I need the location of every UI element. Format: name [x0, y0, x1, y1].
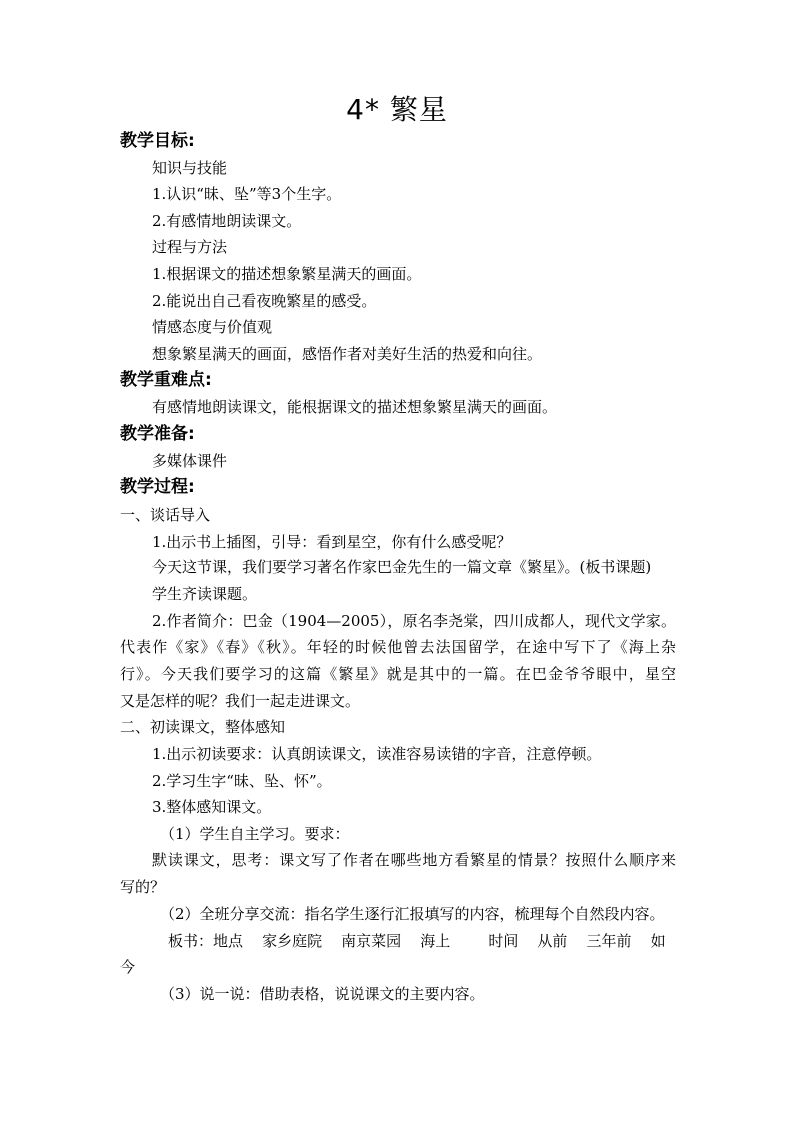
step-1-line-4: 2.作者简介：巴金（1904—2005），原名李尧棠，四川成都人，现代文学家。 — [152, 612, 676, 630]
goal-item-3: 1.根据课文的描述想象繁星满天的画面。 — [152, 265, 422, 283]
step-1-line-5: 代表作《家》《春》《秋》。年轻的时候他曾去法国留学，在途中写下了《海上杂 — [120, 638, 676, 656]
step-2-line-3: 3.整体感知课文。 — [152, 798, 272, 816]
goal-item-1: 1.认识“昧、坠”等3个生字。 — [152, 185, 342, 203]
step-1-line-1: 1.出示书上插图，引导：看到星空，你有什么感受呢？ — [152, 533, 512, 551]
board-writing-line-1: 板书：地点 家乡庭院 南京菜园 海上 时间 从前 三年前 如 — [168, 932, 666, 950]
subheading-emotion-values: 情感态度与价值观 — [152, 318, 273, 336]
step-2-line-1: 1.出示初读要求：认真朗读课文，读准容易读错的字音，注意停顿。 — [152, 745, 602, 763]
board-writing-line-2: 今 — [120, 958, 136, 976]
step-2-sub-3: （3）说一说：借助表格，说说课文的主要内容。 — [160, 985, 485, 1003]
heading-teaching-process: 教学过程: — [120, 477, 195, 497]
page-title: 4* 繁星 — [346, 93, 448, 126]
subheading-process-method: 过程与方法 — [152, 238, 228, 256]
key-points-text: 有感情地朗读课文，能根据课文的描述想象繁星满天的画面。 — [152, 398, 558, 416]
step-2-sub-1: （1）学生自主学习。要求： — [160, 825, 350, 843]
goal-item-5: 想象繁星满天的画面，感悟作者对美好生活的热爱和向往。 — [152, 345, 543, 363]
step-1-line-3: 学生齐读课题。 — [152, 585, 258, 603]
heading-teaching-goals: 教学目标: — [120, 131, 195, 151]
step-2-line-2: 2.学习生字“昧、坠、怀”。 — [152, 772, 332, 790]
step-2-sub-1-text-cont: 写的？ — [120, 878, 166, 896]
step-1-line-7: 又是怎样的呢？我们一起走进课文。 — [120, 692, 361, 710]
step-2-sub-2: （2）全班分享交流：指名学生逐行汇报填写的内容，梳理每个自然段内容。 — [160, 905, 665, 923]
subheading-knowledge-skills: 知识与技能 — [152, 159, 228, 177]
goal-item-2: 2.有感情地朗读课文。 — [152, 212, 302, 230]
step-1-title: 一、谈话导入 — [120, 506, 211, 524]
step-2-title: 二、初读课文，整体感知 — [120, 718, 286, 736]
preparation-text: 多媒体课件 — [152, 452, 228, 470]
heading-preparation: 教学准备: — [120, 424, 195, 444]
step-1-line-2: 今天这节课，我们要学习著名作家巴金先生的一篇文章《繁星》。(板书课题) — [152, 558, 652, 576]
heading-key-points: 教学重难点: — [120, 370, 212, 390]
step-1-line-6: 行》。今天我们要学习的这篇《繁星》就是其中的一篇。在巴金爷爷眼中，星空 — [120, 665, 676, 683]
goal-item-4: 2.能说出自己看夜晚繁星的感受。 — [152, 292, 377, 310]
step-2-sub-1-text: 默读课文，思考：课文写了作者在哪些地方看繁星的情景？按照什么顺序来 — [152, 851, 676, 869]
